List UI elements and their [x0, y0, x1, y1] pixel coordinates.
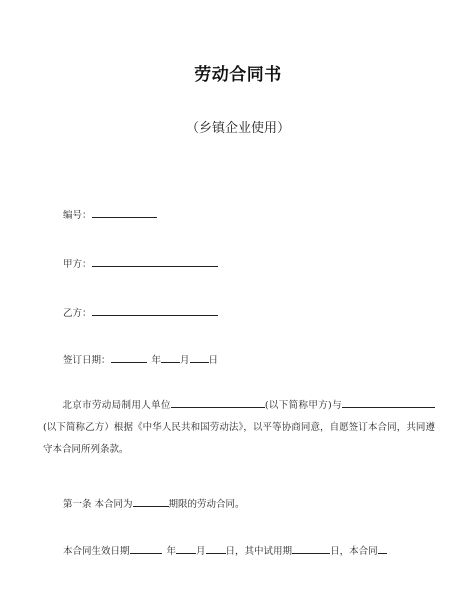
sign-day-blank [190, 352, 209, 363]
effective-part2: 日，本合同 [330, 546, 378, 557]
intro-part2: (以下简称甲方)与 [264, 400, 342, 411]
party-a-label: 甲方： [63, 259, 92, 270]
article-1 [63, 496, 245, 512]
employee-blank [342, 397, 435, 408]
year-char: 年 [151, 355, 162, 366]
document-subtitle: （乡镇企业使用） [185, 121, 290, 136]
intro-part3: (以 [43, 422, 57, 433]
effective-year-blank [130, 543, 162, 554]
effective-part1: 本合同生效日期 [63, 546, 130, 557]
sign-month-blank [161, 352, 180, 363]
probation-blank [292, 543, 330, 554]
sign-year-blank [111, 352, 147, 363]
month-char: 月 [180, 355, 190, 366]
article-1-part1: 第一条 本合同为 [63, 499, 133, 510]
effective-year-char: 年 [166, 546, 177, 557]
effective-month-blank [176, 543, 196, 554]
party-a-field [63, 256, 218, 272]
number-blank [92, 207, 157, 218]
effective-day-blank [206, 543, 226, 554]
employer-blank [171, 397, 265, 408]
party-a-blank [92, 256, 218, 267]
effective-date-line [63, 543, 387, 559]
intro-part4: 下简称乙方）根据《中华人民共和国劳动法》，以平等协商同意，自愿签订本合同，共同遵守本合同所列条款。 [43, 422, 435, 455]
day-char: 日 [208, 355, 219, 366]
effective-month-char: 月 [196, 546, 206, 557]
effective-day-text: 日，其中试用期 [225, 546, 293, 557]
article-1-part2: 期限的劳动合同。 [168, 499, 245, 510]
party-b-label: 乙方： [63, 308, 92, 319]
number-label: 编号： [63, 210, 92, 221]
term-blank [133, 496, 169, 507]
party-b-field [63, 305, 218, 321]
party-b-blank [92, 305, 218, 316]
trailing-blank [378, 543, 387, 554]
document-title: 劳动合同书 [194, 65, 282, 85]
intro-paragraph [43, 395, 435, 461]
number-field [63, 207, 157, 223]
sign-date-label: 签订日期： [63, 355, 111, 366]
sign-date-field [63, 352, 218, 368]
intro-part1: 北京市劳动局制用人单位 [62, 400, 171, 411]
